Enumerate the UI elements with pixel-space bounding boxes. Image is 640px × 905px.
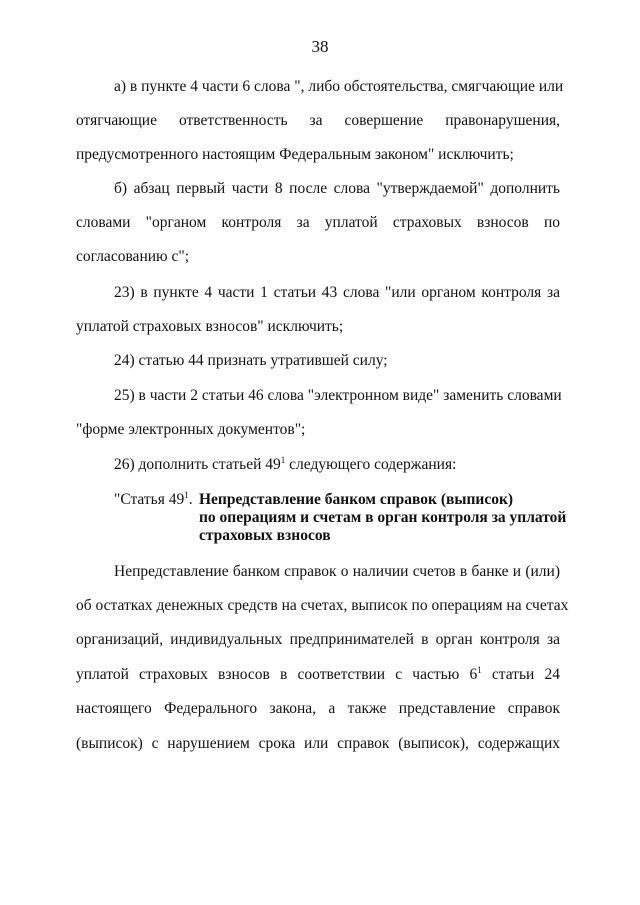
article-body-line-5: настоящего Федерального закона, а также представление справок — [76, 700, 560, 717]
paragraph-b-line-1: б) абзац первый части 8 после слова "утверждаемой" дополнить — [114, 180, 560, 197]
article-body-line-3: организаций, индивидуальных предпринимателей в орган контроля за — [76, 631, 560, 648]
item-25-line-2: "форме электронных документов"; — [76, 421, 306, 438]
article-title-line-2: по операциям и счетам в орган контроля за уплатой — [199, 509, 567, 526]
article-body-line-4-pre: уплатой страховых взносов в соответствии с частью 6 — [76, 666, 478, 683]
paragraph-a-line-2: отягчающие ответственность за совершение правонарушения, — [76, 112, 560, 129]
article-label-post: . — [188, 491, 193, 508]
article-body-line-6: (выписок) с нарушением срока или справок (выписок), содержащих — [76, 735, 560, 752]
item-26-superscript: 1 — [280, 455, 286, 465]
paragraph-a-line-1: а) в пункте 4 части 6 слова ", либо обстоятельства, смягчающие или — [114, 78, 564, 95]
article-label-superscript: 1 — [184, 490, 189, 500]
article-body-line-4-post: статьи 24 — [481, 666, 560, 683]
item-26-text-pre: 26) дополнить статьей 49 — [114, 456, 281, 473]
paragraph-b-line-2: словами "органом контроля за уплатой страховых взносов по — [76, 214, 560, 231]
item-26-line-1 — [114, 455, 560, 475]
paragraph-a-line-3: предусмотренного настоящим Федеральным законом" исключить; — [76, 146, 514, 163]
item-23-line-2: уплатой страховых взносов" исключить; — [76, 318, 344, 335]
article-label-pre: "Статья 49 — [114, 491, 185, 508]
article-title-line-1: Непредставление банком справок (выписок) — [199, 491, 514, 508]
article-body-line-4-superscript: 1 — [477, 665, 482, 675]
article-body-line-2: об остатках денежных средств на счетах, выписок по операциям на счетах — [76, 597, 569, 614]
item-26-text-post: следующего содержания: — [285, 456, 457, 473]
article-body-line-1: Непредставление банком справок о наличии счетов в банке и (или) — [114, 563, 560, 580]
item-24-line-1: 24) статью 44 признать утратившей силу; — [114, 352, 388, 369]
article-title-line-3: страховых взносов — [199, 527, 331, 544]
article-body-line-4 — [76, 665, 560, 685]
paragraph-b-line-3: согласованию с"; — [76, 248, 189, 265]
item-23-line-1: 23) в пункте 4 части 1 статьи 43 слова "или органом контроля за — [114, 284, 560, 301]
page-number: 38 — [311, 37, 329, 56]
article-label — [114, 490, 193, 510]
item-25-line-1: 25) в части 2 статьи 46 слова "электронном виде" заменить словами — [114, 387, 562, 404]
